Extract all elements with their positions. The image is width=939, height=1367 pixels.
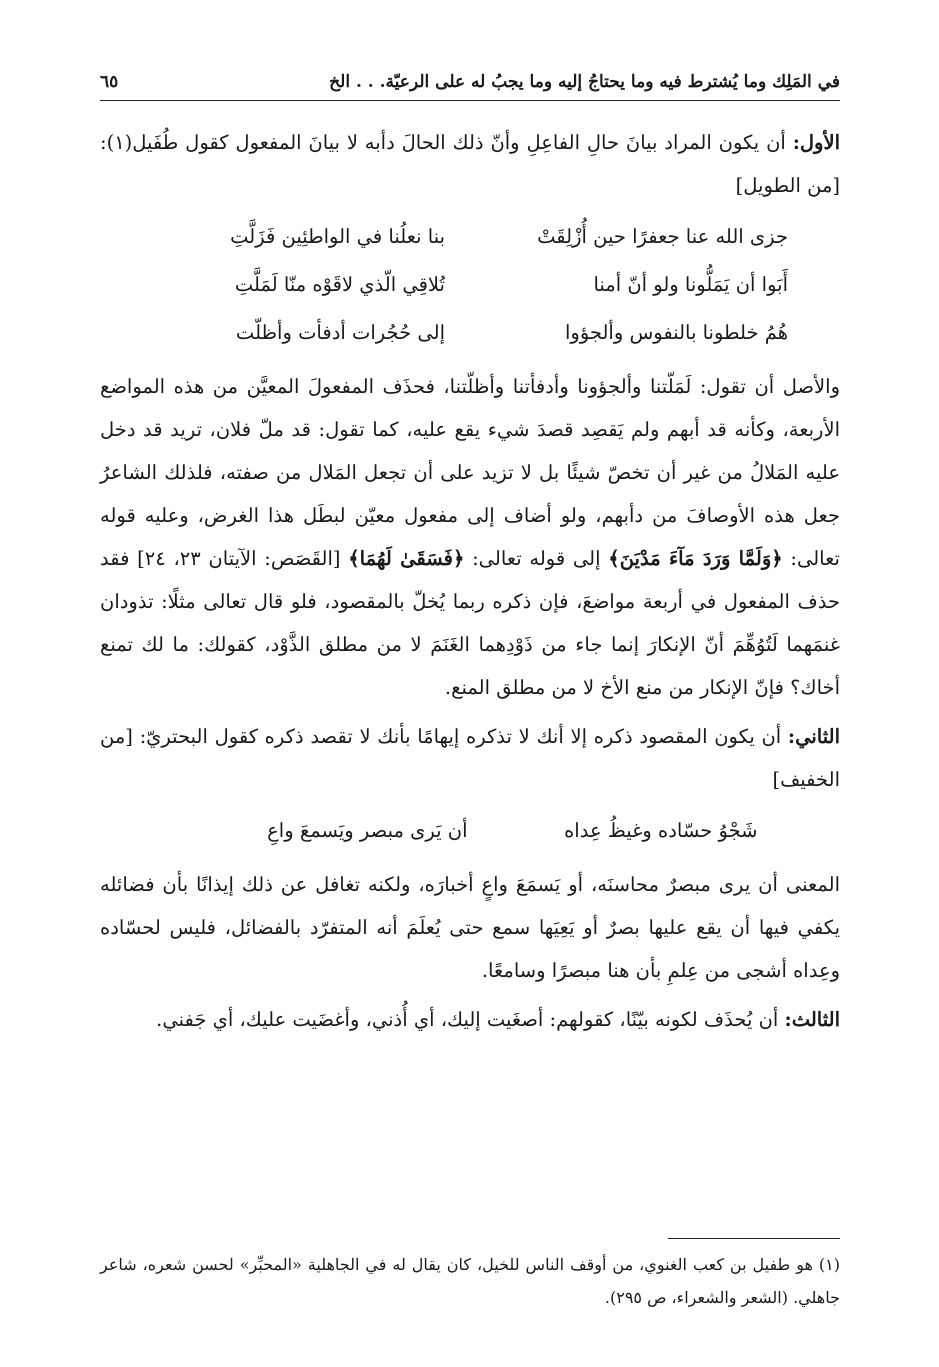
explanation-text-mid: إلى قوله تعالى: (472, 547, 601, 570)
verse-line (100, 309, 840, 357)
footnote-text: (١) هو طفيل بن كعب الغنوي، من أوقف الناس للخيل، كان يقال له في الجاهلية «المحبِّر» لحسن شعره، شاعر جاهلي. (الشعر والشعراء، ص ٢٩٥). (100, 1255, 840, 1307)
verse-first-hemistich: جزى الله عنا جعفرًا حين أُزْلِقَتْ (537, 225, 788, 248)
book-page (100, 58, 840, 1348)
verse-first-hemistich: شَجْوُ حسّاده وغيظُ عِداه (564, 819, 758, 842)
paragraph-explanation (100, 365, 840, 709)
poem-buhturi (100, 807, 840, 855)
paragraph-first-text: أن يكون المراد بيانَ حالِ الفاعِلِ وأنّ ذلك الحالَ دأبه لا بيانَ المفعول كقول طُفَيل(١): [من الطويل] (100, 131, 840, 197)
verse-first-hemistich: هُمُ خلطونا بالنفوس وألجؤوا (564, 321, 788, 344)
explanation-text-before: والأصل أن تقول: لَمَلّتنا وألجؤونا وأدفأتنا وأظلّتنا، فحذَف المفعولَ المعيَّن من هذه المواضع الأربعة، وكأنه قد أبهم ولم يَقصِد قصدَ شيء يقع عليه، كما تقول: قد ملّ فلان، تريد قد دخل عليه المَلالُ من غير أن تخصّ شيئًا بل لا تزيد على أن تجعل المَلال من صفته، فلذلك الشاعرُ جعل هذه الأوصافَ من دأبهم، ولو أضاف إلى مفعول معيّن لبطَل هذا الغرض، وعليه قوله تعالى: (100, 375, 840, 570)
running-header (100, 58, 840, 101)
paragraph-third (100, 998, 840, 1041)
main-text (100, 121, 840, 1041)
running-title: في المَلِك وما يُشترط فيه وما يحتاجُ إليه وما يجبُ له على الرعيّة. . . الخ (329, 72, 840, 92)
quran-verse-1: ﴿وَلَمَّا وَرَدَ مَآءَ مَدْيَنَ﴾ (608, 547, 783, 570)
verse-line (100, 807, 840, 855)
paragraph-third-text: أن يُحذَف لكونه بيّنًا، كقولهم: أصغَيت إليك، أي أُذني، وأغضَيت عليك، أي جَفني. (156, 1008, 779, 1031)
verse-first-hemistich: أَبَوا أن يَمَلُّونا ولو أنّ أمنا (593, 273, 788, 296)
paragraph-meaning (100, 863, 840, 992)
paragraph-meaning-text: المعنى أن يرى مبصرٌ محاسنَه، أو يَسمَعَ واعٍ أخبارَه، ولكنه تغافل عن ذلك إيذانًا بأن فضائله يكفي فيها أن يقع عليها بصرٌ أو يَعِيَها سمع حتى يُعلَمَ أنه المتفرّد بالفضائل، فليس لحسّاده وعِداه أشجى من عِلمِ بأن هنا مبصرًا وسامعًا. (100, 873, 840, 982)
heading-second: الثاني: (787, 725, 840, 748)
verse-line (100, 261, 840, 309)
paragraph-second (100, 715, 840, 801)
verse-second-hemistich: إلى حُجُرات أدفأت وأظلّت (235, 321, 445, 344)
verse-second-hemistich: بنا نعلُنا في الواطئِين فَزَلَّتِ (230, 225, 445, 248)
verse-line (100, 213, 840, 261)
paragraph-second-text: أن يكون المقصود ذكره إلا أنك لا تذكره إيهامًا بأنك لا تقصد ذكره كقول البحتريّ: [من الخفيف] (100, 725, 840, 791)
quran-verse-2: ﴿فَسَقَىٰ لَهُمَا﴾ (348, 547, 465, 570)
heading-third: الثالث: (784, 1008, 840, 1031)
heading-first: الأول: (792, 131, 841, 154)
paragraph-first (100, 121, 840, 207)
page-number: ٦٥ (100, 72, 119, 92)
footnote-divider (668, 1238, 840, 1239)
poem-tufayl (100, 213, 840, 357)
verse-second-hemistich: تُلاقِي الّذي لاقَوْه منّا لَمَلَّتِ (234, 273, 445, 296)
footnote (100, 1248, 840, 1314)
verse-second-hemistich: أن يَرى مبصر ويَسمعَ واعِ (267, 819, 468, 842)
explanation-text-after: [القَصَص: الآيتان ٢٣، ٢٤] فقد حذف المفعول في أربعة مواضعَ، فإن ذكره ربما يُخلّ بالمقصود، فلو قال تعالى مثلًا: تذودان غنمَهما لَتُوُهِّمَ أنّ الإنكارَ إنما جاء من ذَوْدِهما الغَنَمَ لا من مطلق الذَّوْد، كقولك: ما لك تمنع أخاك؟ فإنّ الإنكار من منع الأخ لا من مطلق المنع. (100, 547, 840, 699)
